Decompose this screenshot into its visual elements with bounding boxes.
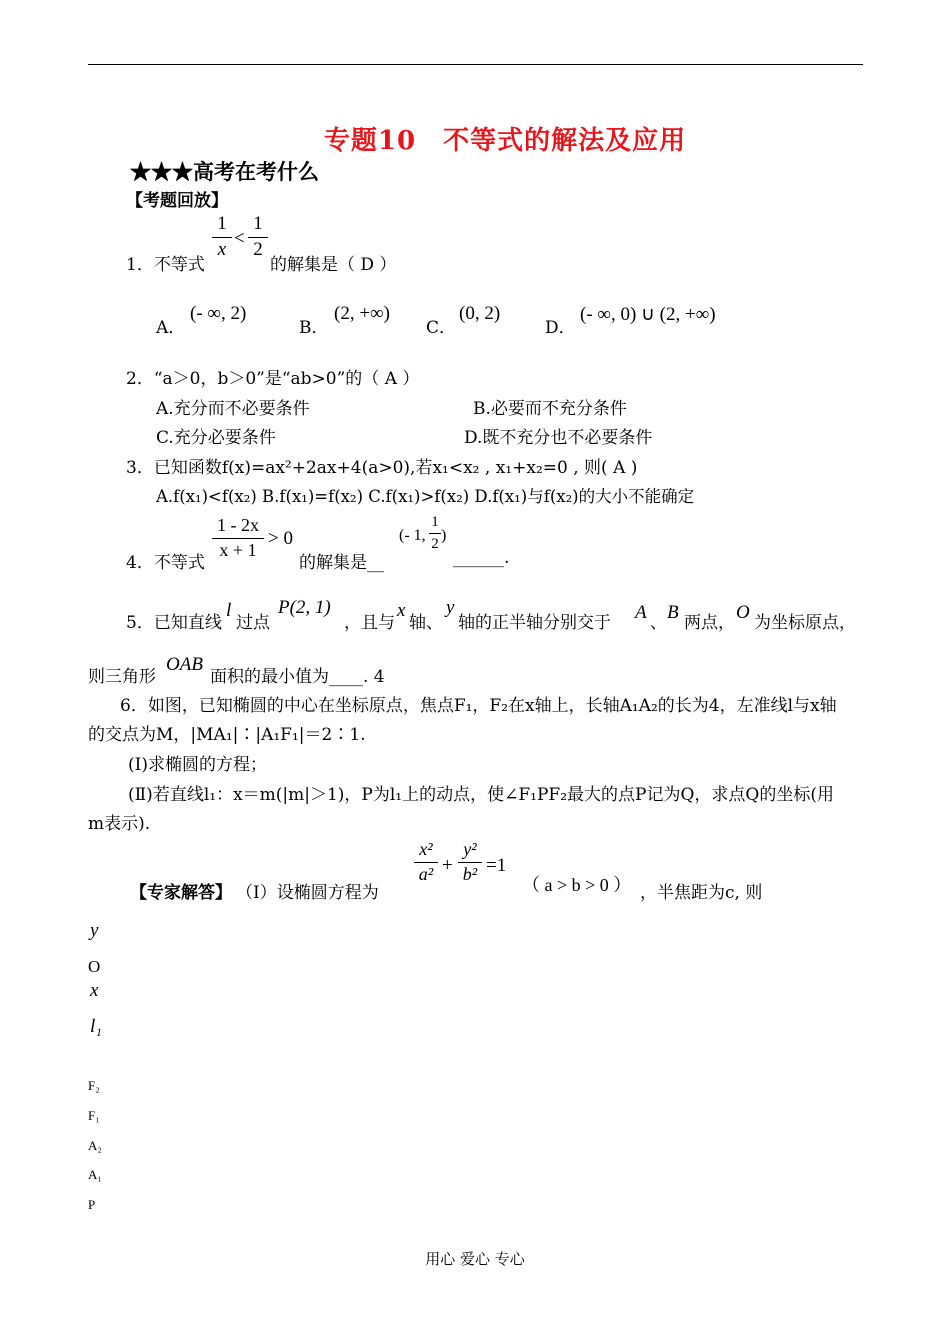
q5-point: P(2, 1) bbox=[278, 597, 331, 618]
page-title: 专题10 不等式的解法及应用 bbox=[323, 126, 687, 156]
q1-frac-right bbox=[248, 214, 268, 261]
q5-text-1: 5．已知直线 bbox=[126, 613, 222, 633]
q6-line-2: 的交点为M，|MA₁|∶|A₁F₁|＝2∶1. bbox=[88, 725, 366, 745]
q1-opt-a: (- ∞, 2) bbox=[190, 303, 247, 324]
q6-part-1: (Ⅰ)求椭圆的方程； bbox=[128, 755, 267, 775]
q1-prefix: 1．不等式 bbox=[126, 255, 205, 275]
answer-frac-y-den: b² bbox=[462, 863, 478, 884]
fig-label-x: x bbox=[90, 980, 99, 1001]
fig-label-F1: F₁ bbox=[88, 1108, 100, 1123]
q2-option-a: A.充分而不必要条件 bbox=[156, 399, 310, 419]
q2-option-d: D.既不充分也不必要条件 bbox=[464, 428, 653, 448]
q1-frac-left-bar bbox=[212, 237, 232, 238]
q4-suffix: ______. bbox=[453, 548, 510, 568]
q5-A: A bbox=[635, 602, 647, 623]
q5-text-7: 为坐标原点， bbox=[754, 613, 856, 633]
q5-sep: 、 bbox=[650, 613, 667, 633]
q4-answer-frac-bar bbox=[429, 533, 441, 534]
q1-opt-d-label: D． bbox=[545, 318, 576, 338]
answer-condition: （ a > b > 0 ） bbox=[522, 875, 632, 895]
q4-frac-num: 1 - 2x bbox=[217, 515, 259, 535]
q1-frac-right-num: 1 bbox=[253, 213, 263, 234]
q3-options: A.f(x₁)<f(x₂) B.f(x₁)=f(x₂) C.f(x₁)>f(x₂) D.f(x₁)与f(x₂)的大小不能确定 bbox=[156, 487, 695, 506]
answer-text: （Ⅰ）设椭圆方程为 bbox=[236, 883, 379, 903]
q5-text-5: 轴的正半轴分别交于 bbox=[458, 613, 611, 633]
fig-label-P: P bbox=[88, 1197, 96, 1212]
page-footer: 用心 爱心 专心 bbox=[425, 1250, 525, 1268]
q4-frac-bar bbox=[212, 538, 264, 539]
section-heading: ★★★高考在考什么 bbox=[130, 159, 319, 184]
q5-text-4: 轴、 bbox=[409, 613, 443, 633]
q1-opt-c: (0, 2) bbox=[459, 303, 501, 324]
fig-label-l1: l₁ bbox=[90, 1016, 102, 1037]
answer-frac-x bbox=[414, 840, 438, 885]
q4-answer-frac-num: 1 bbox=[431, 514, 439, 530]
q6-line-1: 6．如图，已知椭圆的中心在坐标原点，焦点F₁，F₂在x轴上，长轴A₁A₂的长为4，左准线l与x轴 bbox=[120, 696, 837, 716]
q1-opt-b: (2, +∞) bbox=[334, 303, 390, 324]
header-rule bbox=[88, 64, 863, 65]
q2-option-c: C.充分必要条件 bbox=[156, 428, 276, 448]
q4-answer-frac bbox=[429, 514, 441, 552]
q6-part-2-line-2: m表示). bbox=[88, 814, 151, 834]
q5-text-6: 两点， bbox=[684, 613, 735, 633]
answer-plus: + bbox=[442, 855, 453, 876]
q5-text-8: 则三角形 bbox=[88, 667, 156, 687]
q5-text-3: ，且与 bbox=[344, 613, 395, 633]
q1-opt-a-label: A． bbox=[156, 318, 186, 338]
q4-answer-left: (- 1, bbox=[399, 527, 426, 544]
q1-frac-left bbox=[212, 214, 232, 261]
q4-frac-den: x + 1 bbox=[219, 539, 257, 560]
q1-frac-left-num: 1 bbox=[217, 213, 227, 234]
q5-line-l: l bbox=[226, 600, 232, 621]
answer-equals: =1 bbox=[486, 855, 507, 876]
q1-opt-b-label: B． bbox=[299, 318, 329, 338]
fig-label-A2: A₂ bbox=[88, 1138, 102, 1153]
q1-opt-c-label: C． bbox=[426, 318, 457, 338]
answer-label: 【专家解答】 bbox=[130, 883, 232, 903]
q5-B: B bbox=[667, 602, 679, 623]
q4-answer-right: ) bbox=[441, 527, 447, 544]
answer-frac-y bbox=[458, 840, 482, 885]
q2-stem: 2．“a＞0，b＞0”是“ab>0”的（ A ） bbox=[126, 369, 420, 389]
fig-label-y: y bbox=[90, 920, 99, 941]
fig-label-F2: F₂ bbox=[88, 1078, 100, 1093]
q4-mid: 的解集是__ bbox=[299, 553, 384, 573]
q5-text-9: 面积的最小值为____. 4 bbox=[210, 667, 385, 687]
answer-frac-y-bar bbox=[458, 862, 482, 863]
q4-prefix: 4．不等式 bbox=[126, 553, 205, 573]
answer-frac-x-num: x² bbox=[419, 839, 433, 859]
q4-answer-frac-den: 2 bbox=[431, 535, 439, 552]
q1-opt-d: (- ∞, 0) ∪ (2, +∞) bbox=[580, 304, 716, 325]
answer-frac-y-num: y² bbox=[463, 839, 477, 859]
q4-gt: > 0 bbox=[268, 528, 293, 549]
q6-part-2-line-1: (Ⅱ)若直线l₁：x＝m(|m|＞1)，P为l₁上的动点，使∠F₁PF₂最大的点P记为Q，求点Q的坐标(用 bbox=[128, 785, 834, 805]
q5-O: O bbox=[736, 602, 750, 623]
q5-oab: OAB bbox=[166, 654, 203, 675]
q3-stem: 3．已知函数f(x)=ax²+2ax+4(a>0),若x₁<x₂ , x₁+x₂=0 , 则( A ) bbox=[126, 458, 638, 478]
q5-y: y bbox=[446, 597, 455, 618]
q1-suffix: 的解集是（ D ） bbox=[270, 255, 397, 275]
q2-option-b: B.必要而不充分条件 bbox=[473, 399, 627, 419]
q5-x: x bbox=[397, 600, 406, 621]
answer-tail: ，半焦距为c, 则 bbox=[640, 883, 763, 903]
q5-text-2: 过点 bbox=[236, 613, 270, 633]
subsection-heading: 【考题回放】 bbox=[126, 191, 228, 211]
q1-frac-right-den: 2 bbox=[253, 238, 263, 260]
q4-frac bbox=[212, 516, 264, 561]
answer-frac-x-den: a² bbox=[418, 863, 434, 884]
fig-label-A1: A₁ bbox=[88, 1167, 102, 1182]
fig-label-O: O bbox=[88, 957, 101, 976]
q1-lt: < bbox=[234, 228, 245, 249]
answer-frac-x-bar bbox=[414, 862, 438, 863]
q1-frac-right-bar bbox=[248, 237, 268, 238]
q1-frac-left-den: x bbox=[217, 238, 227, 260]
